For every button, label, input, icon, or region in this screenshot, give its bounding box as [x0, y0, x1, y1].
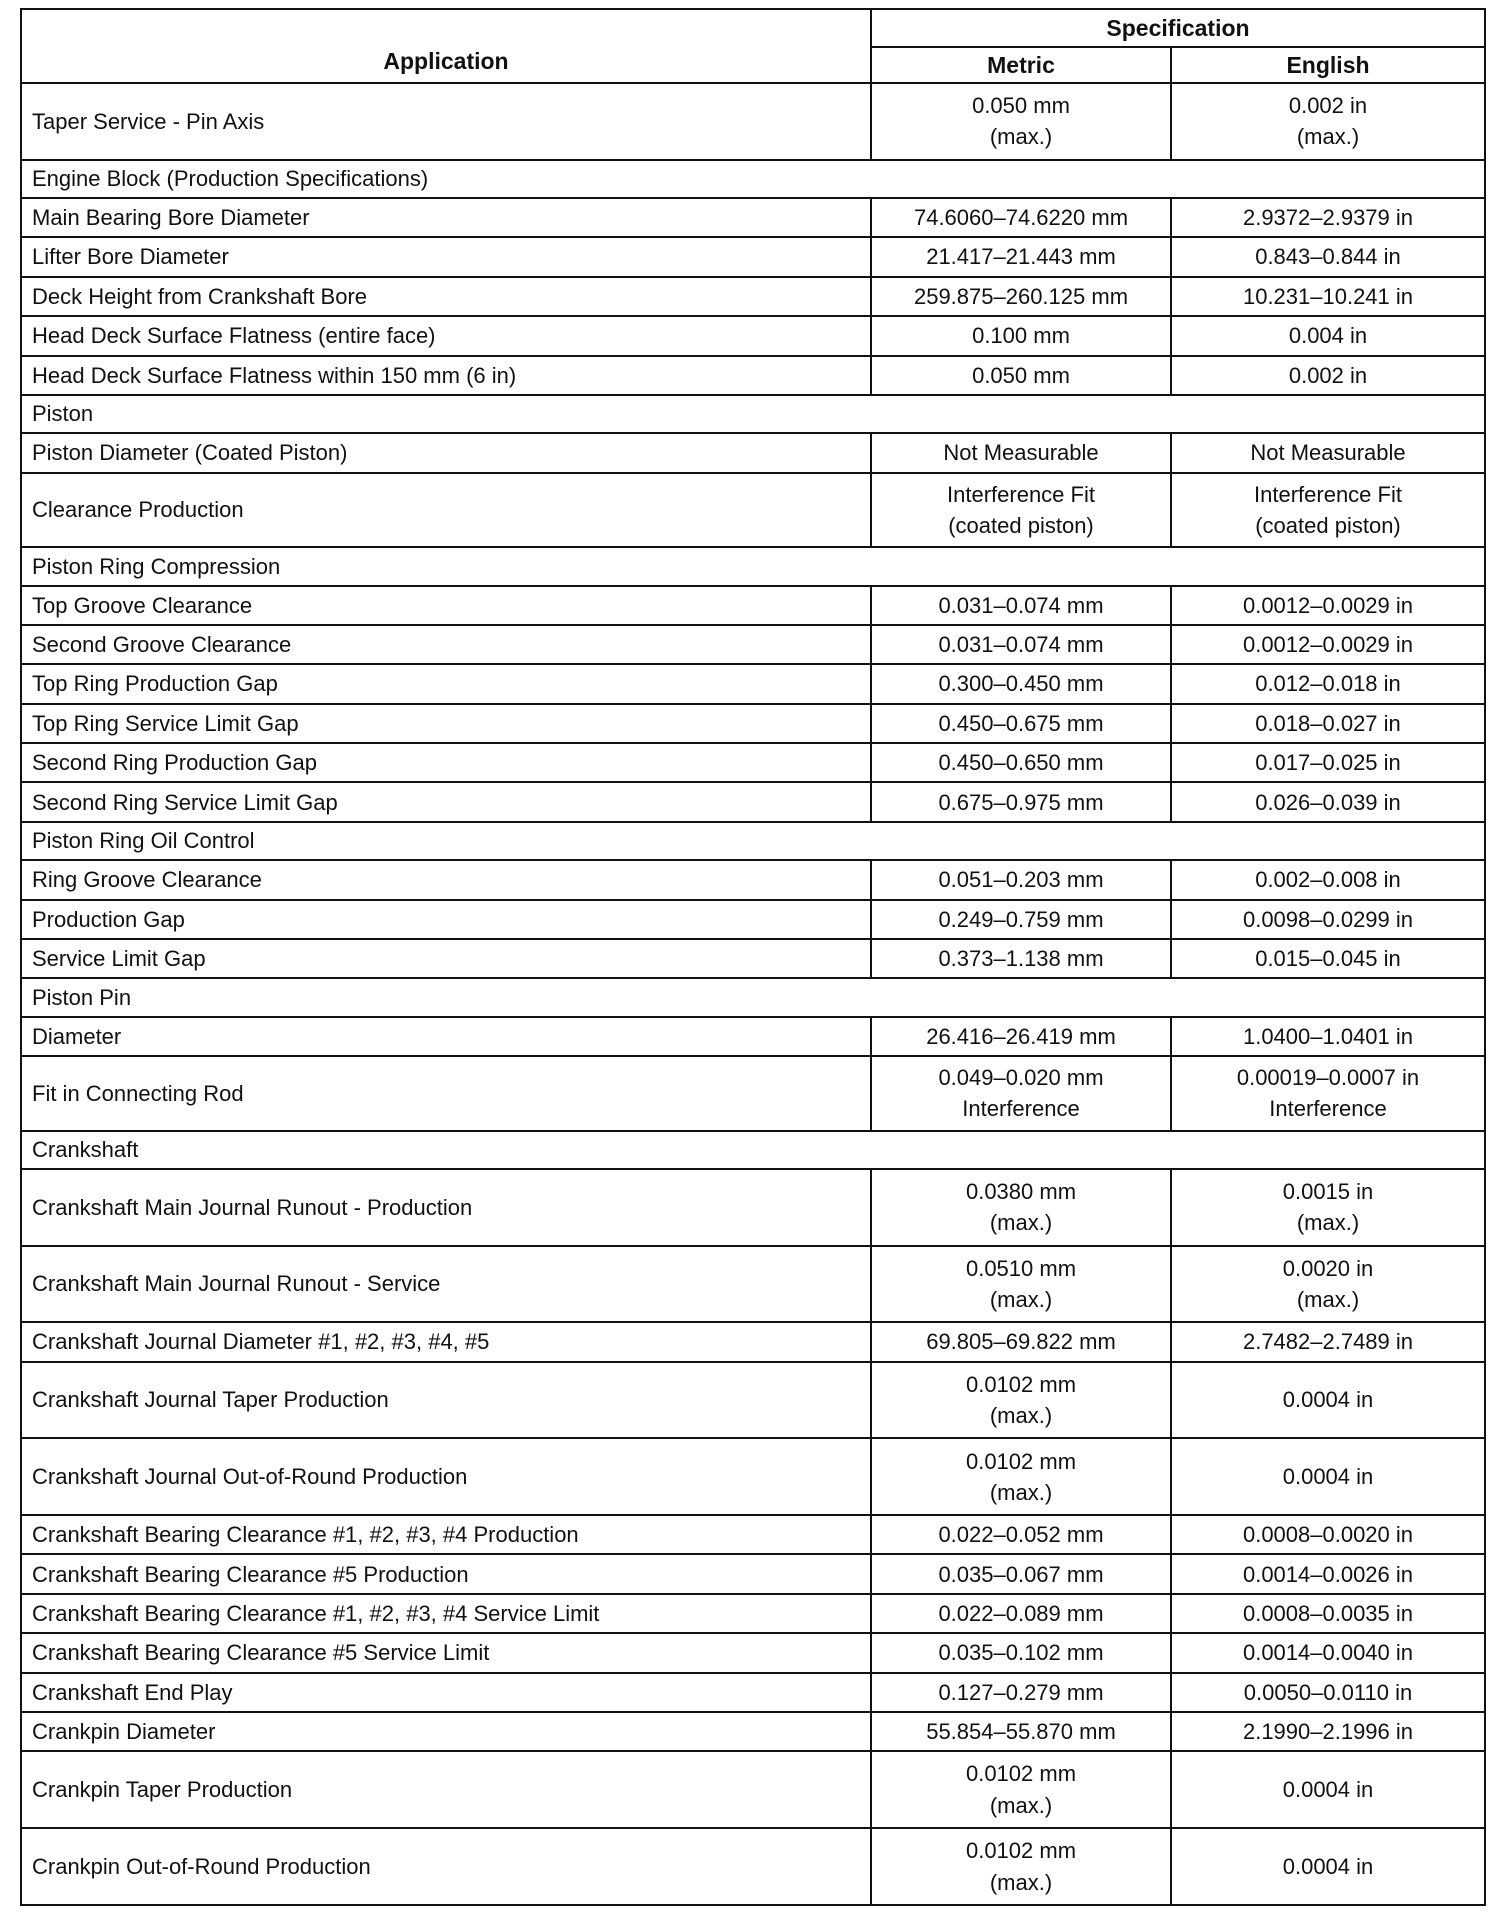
table-row	[21, 473, 1485, 548]
metric-cell	[871, 1554, 1171, 1593]
english-value-line: 0.015–0.045 in	[1255, 945, 1401, 971]
metric-cell	[871, 1633, 1171, 1672]
english-cell	[1171, 198, 1485, 237]
english-value-line: 0.0050–0.0110 in	[1243, 1679, 1413, 1705]
metric-cell	[871, 1712, 1171, 1751]
metric-value-line: 0.249–0.759 mm	[938, 906, 1104, 932]
application-cell: Crankpin Taper Production	[21, 1751, 871, 1828]
metric-cell	[871, 1362, 1171, 1439]
table-row	[21, 782, 1485, 821]
metric-value-line: 0.0102 mm	[965, 1371, 1077, 1397]
english-cell	[1171, 625, 1485, 664]
english-value-line: 0.0098–0.0299 in	[1242, 906, 1414, 932]
application-cell: Piston Diameter (Coated Piston)	[21, 433, 871, 472]
english-value-line: 0.0020 in	[1282, 1255, 1374, 1281]
table-row	[21, 1554, 1485, 1593]
metric-cell	[871, 1673, 1171, 1712]
english-cell	[1171, 1515, 1485, 1554]
table-row	[21, 704, 1485, 743]
application-header: Application	[21, 9, 871, 83]
english-cell	[1171, 1017, 1485, 1056]
english-cell	[1171, 473, 1485, 548]
table-row	[21, 939, 1485, 978]
english-cell	[1171, 860, 1485, 899]
metric-cell	[871, 704, 1171, 743]
table-body	[21, 83, 1485, 1905]
table-row	[21, 1438, 1485, 1515]
section-row	[21, 822, 1485, 860]
metric-value-line: 21.417–21.443 mm	[926, 244, 1116, 270]
english-cell	[1171, 1554, 1485, 1593]
metric-cell	[871, 277, 1171, 316]
section-row	[21, 1131, 1485, 1169]
english-cell	[1171, 1322, 1485, 1361]
metric-value-line: 259.875–260.125 mm	[913, 283, 1129, 309]
english-value-line: 0.0012–0.0029 in	[1242, 592, 1414, 618]
table-row	[21, 1246, 1485, 1323]
metric-value-line: (max.)	[989, 124, 1053, 150]
table-row	[21, 743, 1485, 782]
table-row	[21, 1056, 1485, 1131]
metric-value-line: 0.373–1.138 mm	[938, 945, 1104, 971]
application-cell: Crankshaft Bearing Clearance #5 Production	[21, 1554, 871, 1593]
english-cell	[1171, 237, 1485, 276]
metric-value-line: 69.805–69.822 mm	[926, 1329, 1116, 1355]
metric-cell	[871, 1246, 1171, 1323]
table-row	[21, 83, 1485, 160]
application-cell: Crankshaft Main Journal Runout - Production	[21, 1169, 871, 1246]
english-value-line: 1.0400–1.0401 in	[1242, 1023, 1414, 1049]
section-label: Piston	[21, 395, 1485, 433]
metric-cell	[871, 1056, 1171, 1131]
english-value-line: 0.0008–0.0035 in	[1242, 1600, 1414, 1626]
section-label: Piston Pin	[21, 978, 1485, 1016]
table-row	[21, 1017, 1485, 1056]
application-cell: Crankshaft Main Journal Runout - Service	[21, 1246, 871, 1323]
application-cell: Crankshaft Journal Out-of-Round Production	[21, 1438, 871, 1515]
english-header: English	[1171, 47, 1485, 83]
english-value-line: 0.0004 in	[1282, 1464, 1374, 1490]
metric-cell	[871, 664, 1171, 703]
english-cell	[1171, 1633, 1485, 1672]
english-value-line: Not Measurable	[1250, 440, 1406, 466]
table-row	[21, 237, 1485, 276]
application-cell: Crankshaft Bearing Clearance #5 Service Limit	[21, 1633, 871, 1672]
metric-value-line: 0.035–0.102 mm	[938, 1640, 1104, 1666]
english-value-line: 0.002 in	[1288, 362, 1368, 388]
english-value-line: 0.0014–0.0040 in	[1242, 1640, 1414, 1666]
english-cell	[1171, 1594, 1485, 1633]
application-cell: Second Ring Service Limit Gap	[21, 782, 871, 821]
metric-value-line: Not Measurable	[943, 440, 1099, 466]
application-cell: Second Groove Clearance	[21, 625, 871, 664]
metric-value-line: 74.6060–74.6220 mm	[913, 205, 1129, 231]
table-row	[21, 1751, 1485, 1828]
application-cell: Crankpin Out-of-Round Production	[21, 1828, 871, 1905]
english-cell	[1171, 1246, 1485, 1323]
english-cell	[1171, 900, 1485, 939]
metric-cell	[871, 586, 1171, 625]
metric-cell	[871, 1169, 1171, 1246]
metric-cell	[871, 1322, 1171, 1361]
english-cell	[1171, 664, 1485, 703]
english-value-line: 0.0004 in	[1282, 1853, 1374, 1879]
english-value-line: (max.)	[1296, 1287, 1360, 1312]
application-cell: Production Gap	[21, 900, 871, 939]
metric-value-line: 0.450–0.675 mm	[938, 710, 1104, 736]
metric-value-line: 0.022–0.052 mm	[938, 1522, 1104, 1548]
metric-value-line: 0.051–0.203 mm	[938, 867, 1104, 893]
metric-cell	[871, 1751, 1171, 1828]
english-value-line: Interference Fit	[1254, 481, 1402, 507]
english-cell	[1171, 316, 1485, 355]
english-value-line: Interference	[1269, 1096, 1387, 1122]
metric-value-line: 55.854–55.870 mm	[926, 1719, 1116, 1745]
specification-header: Specification	[871, 9, 1485, 47]
application-cell: Taper Service - Pin Axis	[21, 83, 871, 160]
table-header	[21, 9, 1485, 83]
table-row	[21, 1322, 1485, 1361]
metric-value-line: 0.0510 mm	[965, 1255, 1077, 1281]
metric-cell	[871, 198, 1171, 237]
table-row	[21, 625, 1485, 664]
english-value-line: 0.0014–0.0026 in	[1242, 1561, 1414, 1587]
application-cell: Main Bearing Bore Diameter	[21, 198, 871, 237]
metric-value-line: 0.050 mm	[972, 93, 1070, 119]
english-value-line: 0.004 in	[1288, 323, 1368, 349]
metric-value-line: (coated piston)	[948, 512, 1094, 538]
application-cell: Second Ring Production Gap	[21, 743, 871, 782]
metric-value-line: 0.035–0.067 mm	[938, 1561, 1104, 1587]
english-value-line: 10.231–10.241 in	[1242, 283, 1414, 309]
metric-cell	[871, 625, 1171, 664]
english-cell	[1171, 743, 1485, 782]
metric-cell	[871, 1828, 1171, 1905]
application-cell: Service Limit Gap	[21, 939, 871, 978]
application-cell: Diameter	[21, 1017, 871, 1056]
english-value-line: 0.017–0.025 in	[1255, 750, 1401, 776]
metric-cell	[871, 900, 1171, 939]
metric-cell	[871, 356, 1171, 395]
application-cell: Crankshaft Journal Diameter #1, #2, #3, #4, #5	[21, 1322, 871, 1361]
metric-value-line: (max.)	[989, 1210, 1053, 1236]
english-value-line: 2.1990–2.1996 in	[1242, 1719, 1414, 1745]
english-value-line: 0.843–0.844 in	[1255, 244, 1401, 270]
metric-value-line: (max.)	[989, 1869, 1053, 1895]
application-cell: Head Deck Surface Flatness within 150 mm (6 in)	[21, 356, 871, 395]
english-value-line: 0.0004 in	[1282, 1387, 1374, 1413]
metric-value-line: 0.050 mm	[972, 362, 1070, 388]
metric-value-line: 0.0380 mm	[965, 1179, 1077, 1205]
english-cell	[1171, 433, 1485, 472]
metric-cell	[871, 860, 1171, 899]
metric-value-line: Interference Fit	[947, 481, 1095, 507]
english-cell	[1171, 939, 1485, 978]
english-cell	[1171, 1673, 1485, 1712]
application-cell: Fit in Connecting Rod	[21, 1056, 871, 1131]
table-row	[21, 900, 1485, 939]
english-value-line: 0.0008–0.0020 in	[1242, 1522, 1414, 1548]
english-cell	[1171, 704, 1485, 743]
english-value-line: 2.9372–2.9379 in	[1242, 205, 1414, 231]
metric-value-line: 0.049–0.020 mm	[938, 1065, 1104, 1091]
table-row	[21, 316, 1485, 355]
table-row	[21, 860, 1485, 899]
application-cell: Top Ring Production Gap	[21, 664, 871, 703]
english-value-line: 0.002–0.008 in	[1255, 867, 1401, 893]
metric-cell	[871, 1515, 1171, 1554]
metric-cell	[871, 743, 1171, 782]
metric-value-line: 0.300–0.450 mm	[938, 671, 1104, 697]
table-row	[21, 1594, 1485, 1633]
english-cell	[1171, 1438, 1485, 1515]
application-cell: Crankpin Diameter	[21, 1712, 871, 1751]
specification-table	[20, 8, 1486, 1906]
table-row	[21, 1828, 1485, 1905]
section-label: Piston Ring Oil Control	[21, 822, 1485, 860]
english-cell	[1171, 1362, 1485, 1439]
english-cell	[1171, 1712, 1485, 1751]
metric-cell	[871, 1017, 1171, 1056]
table-row	[21, 1515, 1485, 1554]
application-cell: Top Ring Service Limit Gap	[21, 704, 871, 743]
application-cell: Top Groove Clearance	[21, 586, 871, 625]
section-row	[21, 395, 1485, 433]
metric-value-line: 0.0102 mm	[965, 1761, 1077, 1787]
metric-cell	[871, 1594, 1171, 1633]
section-row	[21, 160, 1485, 198]
section-row	[21, 978, 1485, 1016]
metric-cell	[871, 83, 1171, 160]
english-cell	[1171, 356, 1485, 395]
table-row	[21, 664, 1485, 703]
metric-cell	[871, 1438, 1171, 1515]
metric-cell	[871, 433, 1171, 472]
english-cell	[1171, 782, 1485, 821]
section-label: Crankshaft	[21, 1131, 1485, 1169]
metric-value-line: (max.)	[989, 1792, 1053, 1818]
english-cell	[1171, 1828, 1485, 1905]
metric-value-line: 0.0102 mm	[965, 1448, 1077, 1474]
application-cell: Crankshaft Journal Taper Production	[21, 1362, 871, 1439]
english-value-line: 2.7482–2.7489 in	[1242, 1329, 1414, 1355]
table-row	[21, 1712, 1485, 1751]
english-cell	[1171, 586, 1485, 625]
metric-value-line: 0.031–0.074 mm	[938, 632, 1104, 658]
english-value-line: (max.)	[1296, 124, 1360, 150]
metric-value-line: 0.0102 mm	[965, 1838, 1077, 1864]
table-row	[21, 1362, 1485, 1439]
metric-value-line: 0.100 mm	[972, 323, 1070, 349]
table-row	[21, 198, 1485, 237]
metric-value-line: (max.)	[989, 1479, 1053, 1505]
english-value-line: 0.012–0.018 in	[1255, 671, 1401, 697]
application-cell: Crankshaft Bearing Clearance #1, #2, #3, #4 Service Limit	[21, 1594, 871, 1633]
english-cell	[1171, 83, 1485, 160]
metric-value-line: 0.675–0.975 mm	[938, 789, 1104, 815]
english-value-line: 0.002 in	[1288, 93, 1368, 119]
table-row	[21, 1169, 1485, 1246]
metric-cell	[871, 473, 1171, 548]
section-label: Engine Block (Production Specifications)	[21, 160, 1485, 198]
metric-cell	[871, 316, 1171, 355]
table-row	[21, 433, 1485, 472]
table-row	[21, 277, 1485, 316]
table-row	[21, 356, 1485, 395]
english-cell	[1171, 1056, 1485, 1131]
metric-value-line: 26.416–26.419 mm	[926, 1023, 1116, 1049]
metric-value-line: 0.031–0.074 mm	[938, 592, 1104, 618]
metric-value-line: 0.127–0.279 mm	[938, 1679, 1104, 1705]
metric-cell	[871, 782, 1171, 821]
english-value-line: (max.)	[1296, 1210, 1360, 1236]
english-value-line: (coated piston)	[1255, 512, 1401, 538]
section-row	[21, 547, 1485, 585]
english-cell	[1171, 1169, 1485, 1246]
metric-header: Metric	[871, 47, 1171, 83]
application-cell: Lifter Bore Diameter	[21, 237, 871, 276]
metric-value-line: 0.022–0.089 mm	[938, 1600, 1104, 1626]
metric-value-line: Interference	[962, 1096, 1080, 1122]
table-row	[21, 586, 1485, 625]
english-value-line: 0.00019–0.0007 in	[1236, 1065, 1420, 1091]
application-cell: Ring Groove Clearance	[21, 860, 871, 899]
application-cell: Crankshaft End Play	[21, 1673, 871, 1712]
metric-value-line: (max.)	[989, 1403, 1053, 1429]
section-label: Piston Ring Compression	[21, 547, 1485, 585]
application-cell: Crankshaft Bearing Clearance #1, #2, #3, #4 Production	[21, 1515, 871, 1554]
application-cell: Head Deck Surface Flatness (entire face)	[21, 316, 871, 355]
application-cell: Deck Height from Crankshaft Bore	[21, 277, 871, 316]
metric-cell	[871, 237, 1171, 276]
english-cell	[1171, 1751, 1485, 1828]
metric-value-line: (max.)	[989, 1287, 1053, 1312]
english-value-line: 0.0015 in	[1282, 1179, 1374, 1205]
table-row	[21, 1633, 1485, 1672]
table-row	[21, 1673, 1485, 1712]
metric-cell	[871, 939, 1171, 978]
english-cell	[1171, 277, 1485, 316]
english-value-line: 0.018–0.027 in	[1255, 710, 1401, 736]
english-value-line: 0.0004 in	[1282, 1777, 1374, 1803]
metric-value-line: 0.450–0.650 mm	[938, 750, 1104, 776]
application-cell: Clearance Production	[21, 473, 871, 548]
english-value-line: 0.0012–0.0029 in	[1242, 632, 1414, 658]
english-value-line: 0.026–0.039 in	[1255, 789, 1401, 815]
